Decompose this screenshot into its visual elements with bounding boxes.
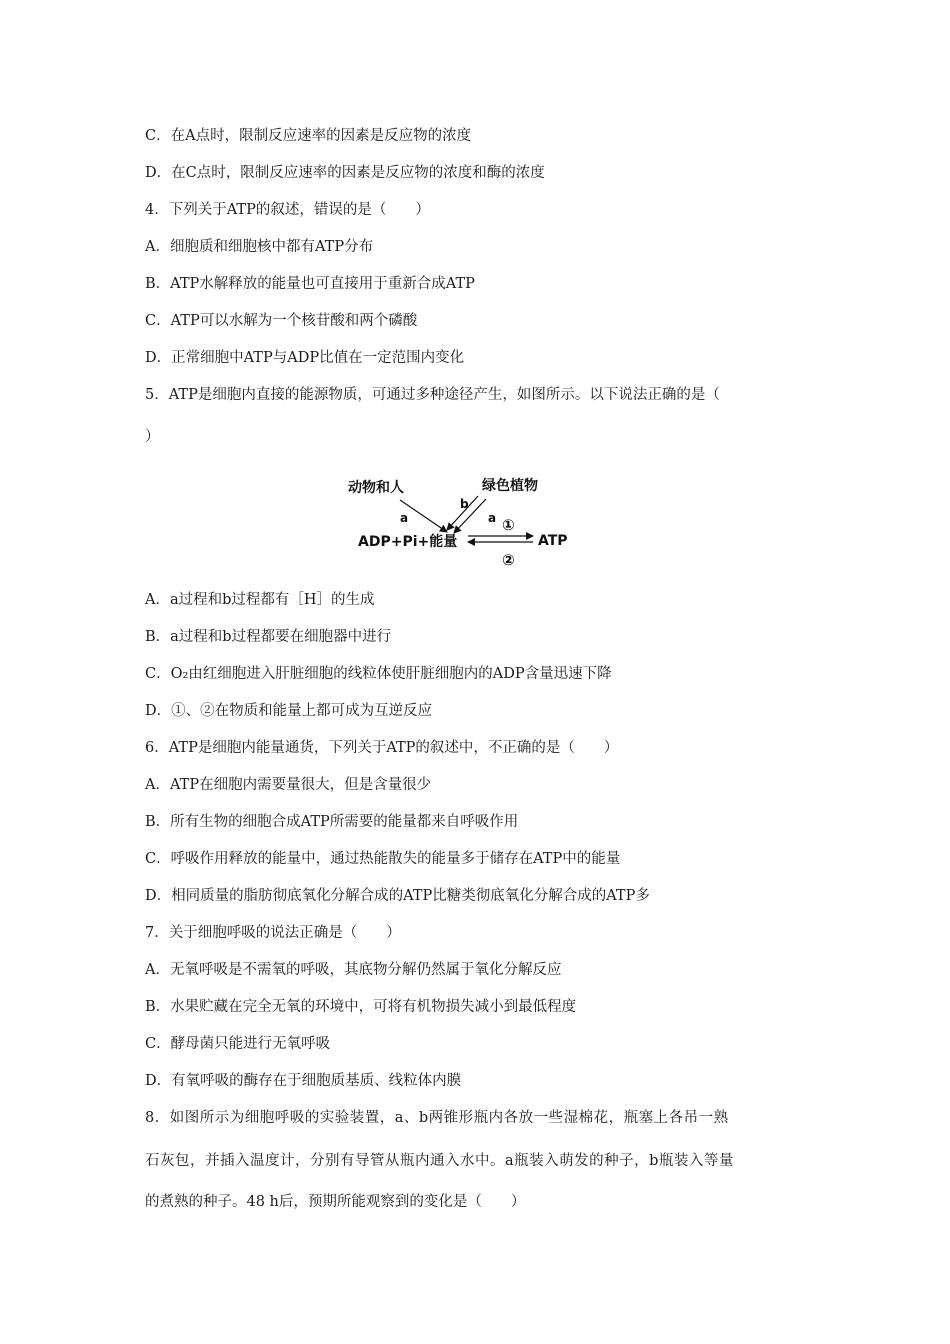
circle-1: ① <box>502 516 515 534</box>
animal-label: 动物和人 <box>348 480 404 496</box>
text-line: B．a过程和b过程都要在细胞器中进行 <box>145 629 392 645</box>
text-line: D．相同质量的脂肪彻底氧化分解合成的ATP比糖类彻底氧化分解合成的ATP多 <box>145 888 650 904</box>
text-line: C．酵母菌只能进行无氧呼吸 <box>145 1036 331 1052</box>
text-line: A．无氧呼吸是不需氧的呼吸，其底物分解仍然属于氧化分解反应 <box>145 962 562 978</box>
label-a-right: a <box>488 511 497 525</box>
text-line: B．所有生物的细胞合成ATP所需要的能量都来自呼吸作用 <box>145 814 519 830</box>
text-line: B．ATP水解释放的能量也可直接用于重新合成ATP <box>145 276 475 292</box>
text-line: D．正常细胞中ATP与ADP比值在一定范围内变化 <box>145 350 465 366</box>
text-line: 4．下列关于ATP的叙述，错误的是（ ） <box>145 202 430 218</box>
text-line: C．呼吸作用释放的能量中，通过热能散失的能量多于储存在ATP中的能量 <box>145 851 621 867</box>
plant-label: 绿色植物 <box>482 478 538 494</box>
text-line: 8．如图所示为细胞呼吸的实验装置，a、b两锥形瓶内各放一些湿棉花，瓶塞上各吊一熟 <box>145 1110 729 1126</box>
text-line: 6．ATP是细胞内能量通货，下列关于ATP的叙述中，不正确的是（ ） <box>145 740 619 756</box>
text-line: C．在A点时，限制反应速率的因素是反应物的浓度 <box>145 128 472 144</box>
text-line: C．O₂由红细胞进入肝脏细胞的线粒体使肝脏细胞内的ADP含量迅速下降 <box>145 666 612 682</box>
label-a-left: a <box>400 511 409 525</box>
text-line: D．①、②在物质和能量上都可成为互逆反应 <box>145 703 433 719</box>
text-line: D．在C点时，限制反应速率的因素是反应物的浓度和酶的浓度 <box>145 165 545 181</box>
text-line: A．a过程和b过程都有［H］的生成 <box>145 592 375 608</box>
text-line: A．ATP在细胞内需要量很大，但是含量很少 <box>145 777 432 793</box>
text-line: ） <box>145 429 160 445</box>
text-line: A．细胞质和细胞核中都有ATP分布 <box>145 239 374 255</box>
circle-2: ② <box>502 551 515 569</box>
text-line: 石灰包，并插入温度计，分别有导管从瓶内通入水中。a瓶装入萌发的种子，b瓶装入等量 <box>145 1153 734 1169</box>
text-line: B．水果贮藏在完全无氧的环境中，可将有机物损失减小到最低程度 <box>145 999 577 1015</box>
text-line: 7．关于细胞呼吸的说法正确是（ ） <box>145 925 401 941</box>
atp-diagram <box>330 470 590 580</box>
text-line: 5．ATP是细胞内直接的能源物质，可通过多种途径产生，如图所示。以下说法正确的是（ <box>145 387 720 403</box>
right-product: ATP <box>538 533 568 549</box>
left-product: ADP+Pi+能量 <box>358 534 458 550</box>
label-b: b <box>460 497 469 511</box>
text-line: 的煮熟的种子。48 h后，预期所能观察到的变化是（ ） <box>145 1194 526 1210</box>
text-line: D．有氧呼吸的酶存在于细胞质基质、线粒体内膜 <box>145 1073 462 1089</box>
text-line: C．ATP可以水解为一个核苷酸和两个磷酸 <box>145 313 418 329</box>
